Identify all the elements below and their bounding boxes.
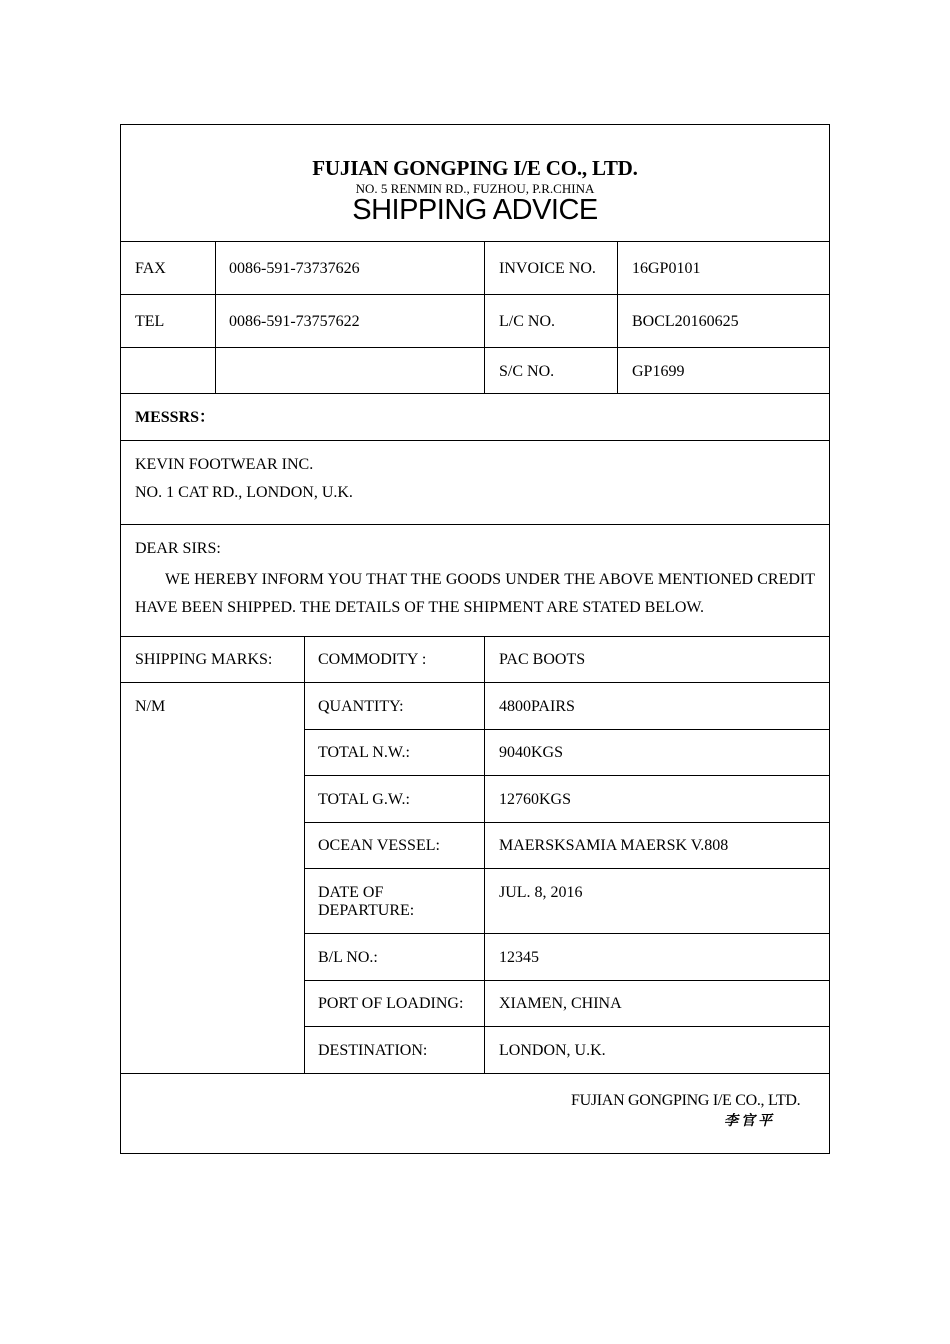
row-divider	[304, 775, 829, 776]
row-divider	[121, 294, 829, 295]
row-divider	[304, 980, 829, 981]
destination-label: DESTINATION:	[318, 1042, 428, 1059]
row-divider	[121, 524, 829, 525]
ocean-vessel-value: MAERSKSAMIA MAERSK V.808	[499, 837, 729, 854]
sc-value: GP1699	[632, 363, 685, 380]
invoice-label: INVOICE NO.	[499, 260, 596, 277]
gross-weight-label: TOTAL G.W.:	[318, 791, 410, 808]
footer-company-name: FUJIAN GONGPING I/E CO., LTD.	[571, 1092, 801, 1109]
row-divider	[121, 682, 829, 683]
row-divider	[121, 347, 829, 348]
quantity-value: 4800PAIRS	[499, 698, 575, 715]
departure-date-label-line2: DEPARTURE:	[318, 902, 415, 919]
handwritten-signature: 李官平	[724, 1114, 775, 1129]
net-weight-label: TOTAL N.W.:	[318, 744, 410, 761]
row-divider	[304, 729, 829, 730]
quantity-label: QUANTITY:	[318, 698, 404, 715]
shipping-marks-label: SHIPPING MARKS:	[135, 651, 273, 668]
letter-body: WE HEREBY INFORM YOU THAT THE GOODS UNDER THE ABOVE MENTIONED CREDIT HAVE BEEN SHIPPED. THE DETAILS OF THE SHIPMENT ARE STATED BELOW.	[135, 571, 815, 616]
column-divider	[484, 636, 485, 1073]
row-divider	[121, 440, 829, 441]
invoice-value: 16GP0101	[632, 260, 701, 277]
ocean-vessel-label: OCEAN VESSEL:	[318, 837, 440, 854]
gross-weight-value: 12760KGS	[499, 791, 572, 808]
consignee-name: KEVIN FOOTWEAR INC.	[135, 456, 314, 473]
departure-date-value: JUL. 8, 2016	[499, 884, 583, 901]
column-divider	[484, 241, 485, 393]
document-title: SHIPPING ADVICE	[352, 194, 598, 226]
fax-value: 0086-591-73737626	[229, 260, 360, 277]
lc-value: BOCL20160625	[632, 313, 739, 330]
net-weight-value: 9040KGS	[499, 744, 564, 761]
row-divider	[304, 868, 829, 869]
column-divider	[304, 636, 305, 1073]
tel-value: 0086-591-73757622	[229, 313, 360, 330]
row-divider	[121, 1073, 829, 1074]
commodity-value: PAC BOOTS	[499, 651, 586, 668]
messrs-label: MESSRS：	[135, 409, 216, 426]
bl-number-value: 12345	[499, 949, 539, 966]
port-of-loading-label: PORT OF LOADING:	[318, 995, 464, 1012]
row-divider	[121, 241, 829, 242]
shipping-advice-document	[120, 124, 830, 1154]
port-of-loading-value: XIAMEN, CHINA	[499, 995, 622, 1012]
column-divider	[215, 241, 216, 393]
row-divider	[304, 822, 829, 823]
row-divider	[304, 933, 829, 934]
company-address: NO. 5 RENMIN RD., FUZHOU, P.R.CHINA	[355, 181, 595, 196]
bl-number-label: B/L NO.:	[318, 949, 378, 966]
row-divider	[304, 1026, 829, 1027]
commodity-label: COMMODITY :	[318, 651, 427, 668]
salutation: DEAR SIRS:	[135, 540, 221, 557]
company-name: FUJIAN GONGPING I/E CO., LTD.	[312, 156, 638, 180]
destination-value: LONDON, U.K.	[499, 1042, 606, 1059]
shipping-marks-value: N/M	[135, 698, 166, 715]
consignee-address: NO. 1 CAT RD., LONDON, U.K.	[135, 484, 353, 501]
row-divider	[121, 636, 829, 637]
sc-label: S/C NO.	[499, 363, 555, 380]
row-divider	[121, 393, 829, 394]
departure-date-label-line1: DATE OF	[318, 884, 384, 901]
column-divider	[617, 241, 618, 393]
fax-label: FAX	[135, 260, 166, 277]
tel-label: TEL	[135, 313, 165, 330]
lc-label: L/C NO.	[499, 313, 555, 330]
